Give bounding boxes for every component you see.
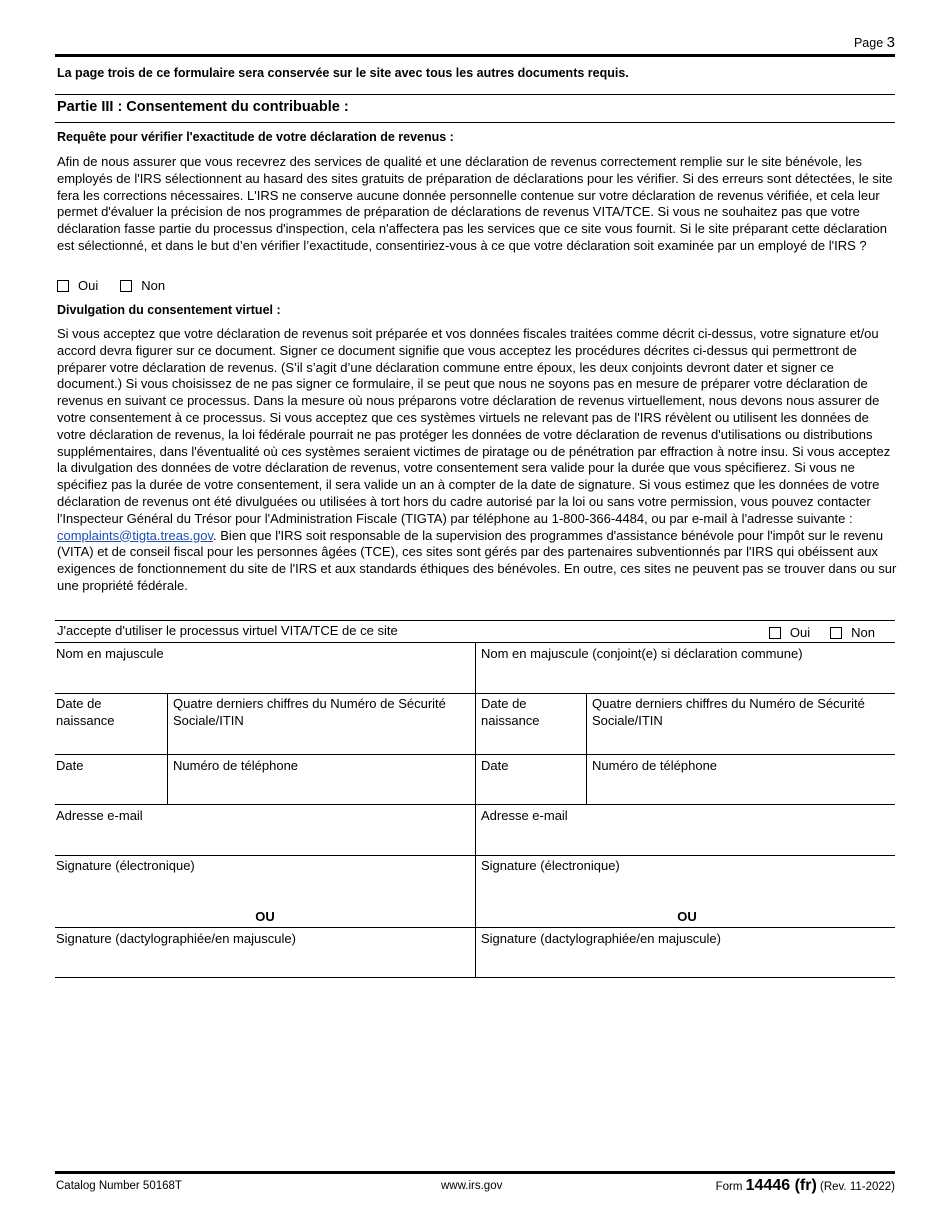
verification-options	[57, 278, 187, 293]
spouse-ssn-field[interactable]: Quatre derniers chiffres du Numéro de Sécurité Sociale/ITIN	[592, 696, 865, 728]
consent-yes-checkbox[interactable]	[769, 627, 781, 639]
consent-yes-label: Oui	[789, 625, 811, 640]
top-rule	[55, 54, 895, 57]
spouse-date-field[interactable]: Date	[481, 758, 509, 773]
consent-label: J'accepte d'utiliser le processus virtuel VITA/TCE de ce site	[57, 623, 398, 638]
form-number: 14446 (fr)	[745, 1177, 817, 1194]
consent-options	[769, 625, 875, 640]
taxpayer-typed-signature-field[interactable]: Signature (dactylographiée/en majuscule)	[56, 931, 296, 946]
page-number	[854, 34, 895, 51]
taxpayer-or-label: OU	[255, 909, 275, 924]
spouse-dob-field[interactable]: Date de naissance	[481, 696, 540, 728]
taxpayer-dob-field[interactable]: Date de naissance	[56, 696, 115, 728]
irs-website: www.irs.gov	[441, 1180, 503, 1192]
virtual-heading: Divulgation du consentement virtuel :	[57, 303, 281, 317]
spouse-phone-field[interactable]: Numéro de téléphone	[592, 758, 718, 773]
taxpayer-esignature-field[interactable]: Signature (électronique)	[56, 858, 195, 873]
virtual-text	[57, 326, 897, 595]
taxpayer-date-field[interactable]: Date	[56, 758, 84, 773]
form-prefix: Form	[715, 1181, 743, 1193]
spouse-esignature-field[interactable]: Signature (électronique)	[481, 858, 620, 873]
consent-rule	[55, 620, 895, 621]
spouse-name-field[interactable]: Nom en majuscule (conjoint(e) si déclaration commune)	[481, 646, 803, 661]
verification-yes-label: Oui	[78, 278, 99, 293]
retention-notice: La page trois de ce formulaire sera conservée sur le site avec tous les autres documents requis.	[57, 66, 629, 80]
tigta-email-link[interactable]: complaints@tigta.treas.gov	[57, 527, 214, 543]
spouse-typed-signature-field[interactable]: Signature (dactylographiée/en majuscule)	[481, 931, 721, 946]
spouse-email-field[interactable]: Adresse e-mail	[481, 808, 568, 823]
taxpayer-email-field[interactable]: Adresse e-mail	[56, 808, 143, 823]
verification-text: Afin de nous assurer que vous recevrez des services de qualité et une déclaration de revenus correctement remplie sur le site bénévole, les employés de l'IRS sélectionnent au hasard des sites gratuits de préparation de déclarations pour les vérifier. Si des erreurs sont détectées, le site fera les corrections nécessaires. L'IRS ne conserve aucune donnée personnelle contenue sur votre déclaration de revenus vérifiée, et cela leur permet d'évaluer la précision de nos programmes de préparation de déclarations de revenus VITA/TCE. Si vous ne souhaitez pas que votre déclaration fasse partie du processus d'inspection, cela n'affectera pas les services que ce site vous fournit. Si le site préparant cette déclaration est sélectionné, et dans le but d’en vérifier l’exactitude, consentiriez-vous à ce que votre déclaration soit examinée par un employé de l'IRS ?	[57, 154, 893, 253]
footer-rule	[55, 1171, 895, 1174]
virtual-text-part1: Si vous acceptez que votre déclaration de revenus soit préparée et vos données fiscales traitées comme décrit ci-dessus, votre signature et/ou accord devra figurer sur ce document. Signer ce document signifie que vous acceptez les procédures décrites ci-dessus qui permettront de préparer votre déclaration de revenus. (S’il s’agit d’une déclaration commune entre époux, les deux conjoints devront dater et signer ce document.) Si vous choisissez de ne pas signer ce formulaire, il se peut que nous ne soyons pas en mesure de préparer votre déclaration de revenus en suivant ce processus. Dans la mesure où nous préparons votre déclaration de revenus virtuellement, nous devons nous assurer de votre consentement à ce processus. Si vous acceptez que ces systèmes virtuels ne relevant pas de l'IRS révèlent ou utilisent les données de votre déclaration de revenus, la loi fédérale pourrait ne pas protéger les données de votre déclaration de revenus d'utilisations ou distributions supplémentaires, dans l'éventualité où ces systèmes seraient victimes de piratage ou de pénétration par effraction à notre insu. Si vous acceptez la divulgation des données de votre déclaration de revenus, votre consentement sera valide pour la durée que vous spécifierez. Si vous ne spécifiez pas la durée de votre consentement, il sera valide un an à compter de la date de signature. Si vous estimez que les données de votre déclaration de revenus ont été divulguées ou utilisées à tort hors du cadre autorisé par la loi ou sans votre permission, vous pouvez contacter l'Inspecteur Général du Trésor pour l'Administration Fiscale (TIGTA) par téléphone au 1-800-366-4484, ou par e-mail à l'adresse suivante :	[57, 326, 891, 526]
spouse-or-label: OU	[677, 909, 697, 924]
grid-center-line	[475, 642, 476, 978]
consent-no-label: Non	[851, 625, 875, 640]
verification-no-label: Non	[141, 278, 166, 293]
verification-no-checkbox[interactable]	[120, 280, 132, 292]
verification-heading: Requête pour vérifier l'exactitude de votre déclaration de revenus :	[57, 130, 454, 144]
part-title: Partie III : Consentement du contribuable :	[57, 99, 349, 115]
form-revision: (Rev. 11-2022)	[820, 1181, 895, 1193]
taxpayer-name-field[interactable]: Nom en majuscule	[56, 646, 164, 661]
part-rule-top	[55, 94, 895, 95]
part-rule-bottom	[55, 122, 895, 123]
catalog-number: Catalog Number 50168T	[56, 1180, 182, 1192]
virtual-text-part2: . Bien que l'IRS soit responsable de la supervision des programmes d'assistance bénévole pour l'impôt sur le revenu (VITA) et de conseil fiscal pour les personnes âgées (TCE), ces sites sont gérés par des partenaires subventionnés par l'IRS qui obéissent aux exigences de fonctionnement du site de l'IRS et aux standards éthiques des bénévoles. En outre, ces sites ne peuvent pas se trouver dans ou sur une propriété fédérale.	[57, 527, 897, 593]
consent-no-checkbox[interactable]	[830, 627, 842, 639]
signature-grid	[55, 642, 895, 978]
form-identifier	[716, 1177, 895, 1195]
form-page	[55, 0, 895, 1230]
page-label: Page	[853, 36, 884, 50]
verification-yes-checkbox[interactable]	[57, 280, 69, 292]
grid-line	[167, 693, 168, 804]
taxpayer-phone-field[interactable]: Numéro de téléphone	[173, 758, 299, 773]
grid-line	[586, 693, 587, 804]
taxpayer-ssn-field[interactable]: Quatre derniers chiffres du Numéro de Sécurité Sociale/ITIN	[173, 696, 446, 728]
page-number-value: 3	[886, 34, 895, 51]
